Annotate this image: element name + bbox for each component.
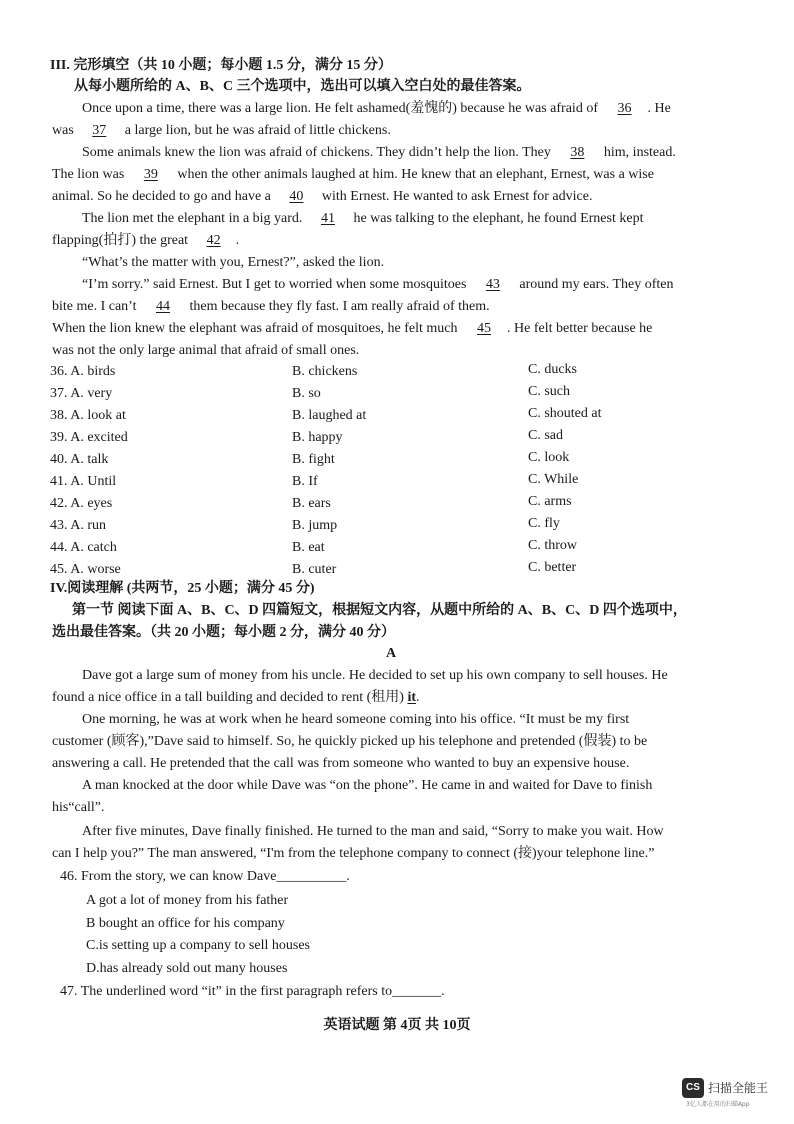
- text: a large lion, but he was afraid of little chickens.: [124, 123, 391, 138]
- reading-line-4: customer (顾客),”Dave said to himself. So, he quickly picked up his telephone and pretended (假装) to be: [52, 734, 648, 749]
- text: with Ernest. He wanted to ask Ernest for advice.: [321, 189, 593, 204]
- option-44-b: B. eat: [292, 540, 325, 555]
- text: was: [52, 123, 74, 138]
- option-45-b: B. cuter: [292, 562, 337, 577]
- question-46-option-a: A got a lot of money from his father: [86, 893, 289, 908]
- section4-instruction-1: 第一节 阅读下面 A、B、C、D 四篇短文，根据短文内容，从题中所给的 A、B、C、D 四个选项中，: [72, 603, 687, 618]
- blank-44: 44: [156, 299, 170, 314]
- cloze-line-8: “What’s the matter with you, Ernest?”, asked the lion.: [82, 255, 385, 270]
- text: around my ears. They often: [519, 277, 674, 292]
- underlined-word-it: it: [407, 690, 417, 705]
- watermark-name: 扫描全能王: [708, 1081, 769, 1095]
- reading-line-9: can I help you?” The man answered, “I'm from the telephone company to connect (接)your telephone line.”: [52, 846, 655, 861]
- text: flapping(拍打) the great: [52, 233, 189, 248]
- option-45-a: 45. A. worse: [50, 562, 121, 577]
- option-37-a: 37. A. very: [50, 386, 113, 401]
- watermark-subtitle: 3亿人都在用的扫描App: [686, 1101, 750, 1108]
- cloze-line-6: [82, 211, 643, 227]
- question-46: 46. From the story, we can know Dave__________.: [60, 869, 350, 884]
- cloze-line-11: [52, 321, 652, 337]
- option-41-c: C. While: [528, 472, 579, 487]
- page-footer: 英语试题 第 4页 共 10页: [323, 1018, 471, 1033]
- section3-instruction: 从每小题所给的 A、B、C 三个选项中，选出可以填入空白处的最佳答案。: [74, 79, 531, 94]
- question-46-option-c: C.is setting up a company to sell houses: [86, 938, 310, 953]
- blank-43: 43: [485, 277, 500, 292]
- question-46-option-d: D.has already sold out many houses: [86, 961, 288, 976]
- cloze-line-5: [52, 189, 592, 205]
- text: . He: [647, 101, 671, 116]
- blank-38: 38: [570, 145, 585, 160]
- option-42-a: 42. A. eyes: [50, 496, 113, 511]
- text: The lion was: [52, 167, 125, 182]
- text: him, instead.: [603, 145, 676, 160]
- reading-line-2: [52, 690, 420, 706]
- section4-heading: IV.阅读理解 (共两节，25 小题；满分 45 分): [50, 581, 315, 596]
- option-38-a: 38. A. look at: [50, 408, 126, 423]
- option-45-c: C. better: [528, 560, 577, 575]
- reading-line-5: answering a call. He pretended that the call was from someone who wanted to buy an expensive house.: [52, 756, 630, 771]
- option-43-a: 43. A. run: [50, 518, 106, 533]
- question-47: 47. The underlined word “it” in the first paragraph refers to_______.: [60, 984, 445, 999]
- blank-36: 36: [617, 101, 632, 116]
- cloze-line-9: [82, 277, 674, 293]
- camscanner-logo-icon: CS: [682, 1078, 704, 1098]
- cloze-line-3: [82, 145, 676, 161]
- section3-heading: III. 完形填空（共 10 小题；每小题 1.5 分，满分 15 分）: [50, 58, 392, 73]
- option-42-b: B. ears: [292, 496, 331, 511]
- option-42-c: C. arms: [528, 494, 572, 509]
- cloze-line-4: [52, 167, 654, 183]
- text: “I’m sorry.” said Ernest. But I get to worried when some mosquitoes: [82, 277, 467, 292]
- cloze-line-2: [52, 123, 391, 139]
- option-40-c: C. look: [528, 450, 570, 465]
- option-39-b: B. happy: [292, 430, 343, 445]
- scanner-watermark: [682, 1074, 792, 1114]
- text: bite me. I can’t: [52, 299, 137, 314]
- text: Once upon a time, there was a large lion. He felt ashamed(羞愧的) because he was afraid of: [82, 101, 598, 116]
- reading-line-6: A man knocked at the door while Dave was “on the phone”. He came in and waited for Dave to finish: [82, 778, 653, 793]
- option-37-c: C. such: [528, 384, 570, 399]
- option-36-a: 36. A. birds: [50, 364, 116, 379]
- cloze-line-12: was not the only large animal that afraid of small ones.: [52, 343, 360, 358]
- text: he was talking to the elephant, he found Ernest kept: [353, 211, 644, 226]
- option-39-c: C. sad: [528, 428, 563, 443]
- section4-instruction-2: 选出最佳答案。（共 20 小题；每小题 2 分，满分 40 分）: [52, 625, 395, 640]
- blank-37: 37: [92, 123, 107, 138]
- text: .: [416, 690, 420, 705]
- text: found a nice office in a tall building and decided to rent (租用): [52, 690, 404, 705]
- option-38-b: B. laughed at: [292, 408, 367, 423]
- option-40-a: 40. A. talk: [50, 452, 109, 467]
- text: them because they fly fast. I am really afraid of them.: [189, 299, 490, 314]
- option-36-c: C. ducks: [528, 362, 577, 377]
- blank-45: 45: [477, 321, 491, 336]
- question-46-option-b: B bought an office for his company: [86, 916, 285, 931]
- option-43-c: C. fly: [528, 516, 560, 531]
- option-38-c: C. shouted at: [528, 406, 602, 421]
- blank-41: 41: [320, 211, 335, 226]
- blank-42: 42: [206, 233, 221, 248]
- blank-40: 40: [289, 189, 304, 204]
- reading-line-8: After five minutes, Dave finally finished. He turned to the man and said, “Sorry to make you wait. How: [82, 824, 664, 839]
- cloze-line-1: [82, 101, 671, 117]
- text: . He felt better because he: [507, 321, 653, 336]
- text: Some animals knew the lion was afraid of chickens. They didn’t help the lion. They: [82, 145, 551, 160]
- option-41-b: B. If: [292, 474, 318, 489]
- reading-line-3: One morning, he was at work when he heard someone coming into his office. “It must be my first: [82, 712, 630, 727]
- option-36-b: B. chickens: [292, 364, 358, 379]
- option-41-a: 41. A. Until: [50, 474, 117, 489]
- option-40-b: B. fight: [292, 452, 335, 467]
- option-44-a: 44. A. catch: [50, 540, 117, 555]
- text: When the lion knew the elephant was afraid of mosquitoes, he felt much: [52, 321, 458, 336]
- option-43-b: B. jump: [292, 518, 338, 533]
- text: The lion met the elephant in a big yard.: [82, 211, 303, 226]
- option-44-c: C. throw: [528, 538, 577, 553]
- text: animal. So he decided to go and have a: [52, 189, 271, 204]
- reading-line-1: Dave got a large sum of money from his uncle. He decided to set up his own company to sell houses. He: [82, 668, 668, 683]
- cloze-line-10: [52, 299, 490, 315]
- cloze-line-7: [52, 233, 239, 249]
- option-39-a: 39. A. excited: [50, 430, 128, 445]
- text: when the other animals laughed at him. He knew that an elephant, Ernest, was a wise: [177, 167, 654, 182]
- reading-line-7: his“call”.: [52, 800, 105, 815]
- passage-label: A: [386, 646, 397, 661]
- text: .: [235, 233, 240, 248]
- blank-39: 39: [143, 167, 158, 182]
- option-37-b: B. so: [292, 386, 321, 401]
